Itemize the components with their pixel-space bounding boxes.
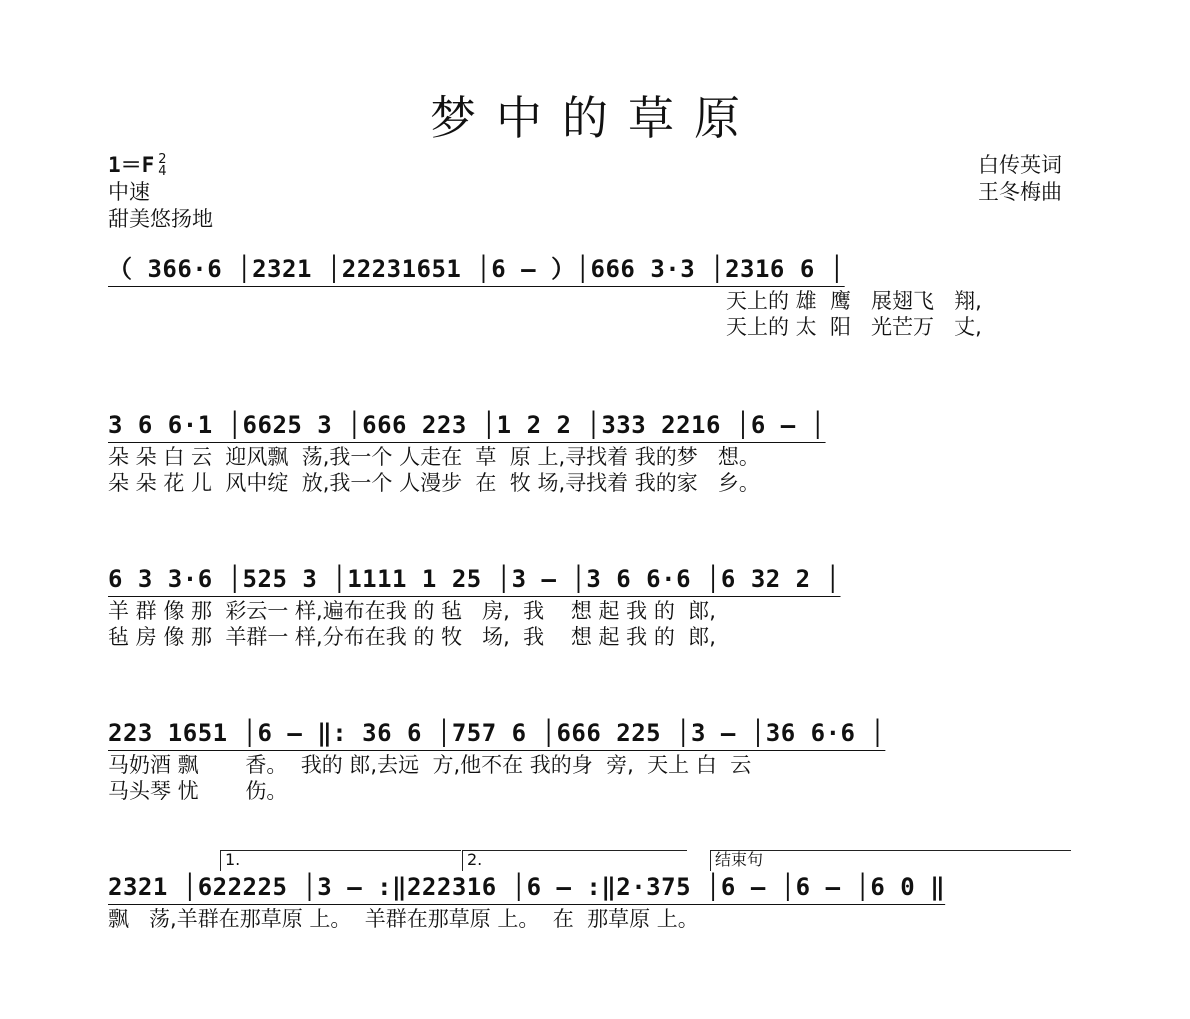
lyric-line-1: 朵 朵 白 云 迎风飘 荡,我一个 人走在 草 原 上,寻找着 我的梦 想。 [108, 445, 760, 469]
score-system-5 [108, 872, 1068, 932]
lyric-line-2: 朵 朵 花 儿 风中绽 放,我一个 人漫步 在 牧 场,寻找着 我的家 乡。 [108, 471, 760, 495]
lyric-line-2: 毡 房 像 那 羊群一 样,分布在我 的 牧 场, 我 想 起 我 的 郎, [108, 625, 716, 649]
composer-credit: 王冬梅曲 [978, 180, 1062, 204]
time-sig-top: 2 [158, 152, 167, 167]
page-title: 梦中的草原 [430, 91, 760, 145]
lyric-line-2: 天上的 太 阳 光芒万 丈, [726, 315, 982, 339]
time-signature [158, 154, 166, 178]
score-system-1 [108, 254, 1068, 340]
notation-line: 6 3 3·6 │525 3 │1111 1 25 │3 — │3 6 6·6 │6 32 2 │ [108, 565, 841, 593]
time-sig-bottom: 4 [158, 164, 167, 179]
notation-line: 3 6 6·1 │6625 3 │666 223 │1 2 2 │333 2216 │6 — │ [108, 411, 826, 439]
notation-line: 2321 │622225 │3 — :‖222316 │6 — :‖2·375 │6 — │6 — │6 0 ‖ [108, 873, 946, 901]
lyric-line-1: 飘 荡,羊群在那草原 上。 羊群在那草原 上。 在 那草原 上。 [108, 907, 699, 931]
expression-marking: 甜美悠扬地 [108, 207, 213, 231]
notation-line: （ 366·6 │2321 │22231651 │6 — ）│666 3·3 │2316 6 │ [108, 255, 845, 283]
notation-line: 223 1651 │6 — ‖: 36 6 │757 6 │666 225 │3 — │36 6·6 │ [108, 719, 886, 747]
volta-bracket-1: 1. [220, 850, 461, 871]
score-system-2 [108, 410, 1068, 496]
lyricist-credit: 白传英词 [978, 153, 1062, 177]
credits-block [978, 152, 1062, 206]
lyric-line-1: 天上的 雄 鹰 展翅飞 翔, [726, 289, 982, 313]
volta-bracket-2: 2. [462, 850, 687, 871]
lyric-line-1: 羊 群 像 那 彩云一 样,遍布在我 的 毡 房, 我 想 起 我 的 郎, [108, 599, 716, 623]
tempo-marking: 中速 [108, 180, 150, 204]
key-signature [108, 152, 213, 179]
key-label: 1＝F [108, 153, 155, 177]
score-system-4 [108, 718, 1068, 804]
coda-bracket: 结束句 [710, 850, 1071, 871]
lyric-line-1: 马奶酒 飘 香。 我的 郎,去远 方,他不在 我的身 旁, 天上 白 云 [108, 753, 752, 777]
tempo-block [108, 152, 213, 233]
lyric-line-2: 马头琴 忧 伤。 [108, 779, 288, 803]
score-system-3 [108, 564, 1068, 650]
